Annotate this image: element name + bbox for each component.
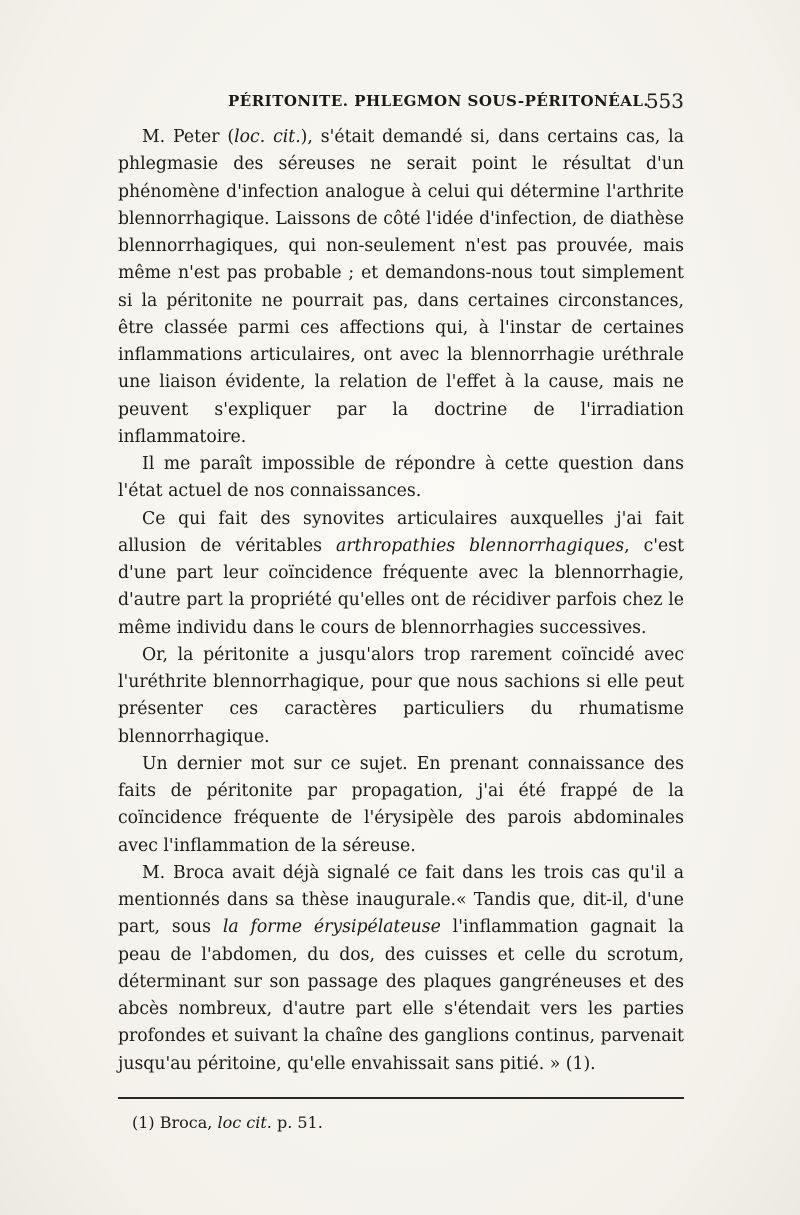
paragraph [118, 751, 684, 860]
text-run: Un dernier mot sur ce sujet. En prenant connaissance des faits de péritonite par propagation, j'ai été frappé de la coïncidence fréquente de l'érysipèle des parois abdominales avec l'inflammation de la séreuse. [118, 753, 684, 856]
body-text [118, 124, 684, 1078]
page-header [118, 89, 684, 120]
text-run: M. Broca avait déjà signalé ce fait dans les trois cas qu'il a mentionnés dans sa thèse inaugurale.« Tandis que, dit-il, d'une part, sous [118, 862, 684, 938]
paragraph [118, 124, 684, 451]
text-run: Il me paraît impossible de répondre à cette question dans l'état actuel de nos connaissances. [118, 454, 684, 502]
page-number: 553 [645, 89, 684, 113]
running-title: PÉRITONITE. PHLEGMON SOUS-PÉRITONÉAL. [228, 92, 650, 110]
paragraph [118, 642, 684, 751]
paragraph [118, 860, 684, 1078]
text-run: M. Peter ( [142, 127, 235, 147]
text-run: ), s'était demandé si, dans certains cas, la phlegmasie des séreuses ne serait point le résultat d'un phénomène d'infection analogue à celui qui détermine l'arthrite blennorrhagique. Laissons de côté l'idée d'infection, de diathèse blennorrhagiques, qui non-seulement n'est pas prouvée, mais même n'est pas probable ; et demandons-nous tout simplement si la péritonite ne pourrait pas, dans certaines circonstances, être classée parmi ces affections qui, à l'instar de certaines inflammations articulaires, ont avec la blennorrhagie uréthrale une liaison évidente, la relation de l'effet à la cause, mais ne peuvent s'expliquer par la doctrine de l'irradiation inflammatoire. [118, 127, 684, 447]
footnote-page: p. 51. [271, 1113, 323, 1132]
paragraph [118, 451, 684, 506]
footnote [132, 1113, 323, 1132]
footnote-reference: loc cit. [217, 1113, 272, 1132]
text-run-italic: la forme érysipélateuse [222, 917, 441, 938]
paragraph [118, 506, 684, 642]
text-run: Ce qui fait des synovites articulaires auxquelles j'ai fait allusion de véritables [118, 508, 684, 556]
text-run-italic: loc. cit. [234, 127, 301, 147]
footnote-marker: (1) Broca, [132, 1113, 218, 1132]
text-run: , c'est d'une part leur coïncidence fréquente avec la blennorrhagie, d'autre part la propriété qu'elles ont de récidiver parfois chez le même individu dans le cours de blennorrhagies successives. [118, 535, 685, 638]
text-run: l'inflammation gagnait la peau de l'abdomen, du dos, des cuisses et celle du scrotum, déterminant sur son passage des plaques gangréneuses et des abcès nombreux, d'autre part elle s'étendait vers les parties profondes et suivant la chaîne des ganglions continus, parvenait jusqu'au péritoine, qu'elle envahissait sans pitié. » (1). [118, 917, 684, 1074]
text-run-italic: arthropathies blennorrhagiques [336, 535, 625, 556]
footnote-rule [118, 1097, 684, 1099]
text-run: Or, la péritonite a jusqu'alors trop rarement coïncidé avec l'uréthrite blennorrhagique, pour que nous sachions si elle peut présenter ces caractères particuliers du rhumatisme blennorrhagique. [118, 644, 684, 747]
